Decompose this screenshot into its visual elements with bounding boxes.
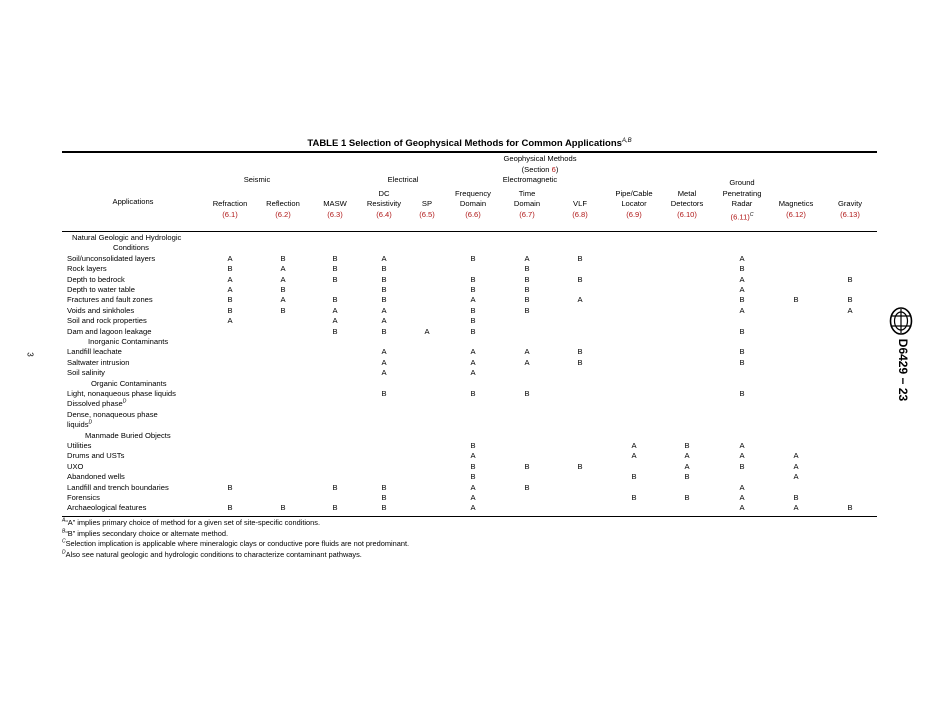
column-header [771,199,821,220]
rating-cell: B [847,295,853,305]
applications-header: Applications [112,197,154,206]
application-label [67,410,158,420]
rating-cell: B [470,472,476,482]
column-header-line: VLF [573,199,587,208]
rating-cell: A [524,253,530,263]
rating-cell: B [332,295,338,305]
rating-cell: B [739,295,745,305]
rating-cell: B [332,503,338,513]
rating-cell: B [470,274,476,284]
rating-cell: A [739,305,745,315]
column-header [607,189,661,221]
footnote [62,539,409,550]
table-row [0,441,950,451]
table-row [0,503,950,513]
rating-cell: A [381,316,387,326]
rating-cell: A [280,295,286,305]
section-reference: (6.12) [786,209,806,219]
document-designation: D6429 − 23 [896,338,910,402]
table-top-rule [62,151,877,153]
rating-cell: B [381,326,387,336]
group-header-electrical: Electrical [387,175,419,184]
column-header-line: Refraction [212,199,248,208]
application-text: Soil/unconsolidated layers [67,253,156,263]
table-row [0,264,950,274]
rating-cell: B [577,461,583,471]
rating-cell: A [470,493,476,502]
section-reference: (6.13) [840,209,860,219]
rating-cell: B [470,316,476,326]
group-header-methods: Geophysical Methods (Section 6) [503,154,577,174]
rating-cell: B [227,295,233,305]
rating-cell: B [381,389,387,398]
column-header [415,199,439,220]
section-reference: (6.3) [327,209,343,219]
application-text: Depth to water table [67,285,135,294]
application-label [67,399,126,409]
application-label [67,285,135,295]
rating-cell: B [524,295,530,305]
column-header [663,189,711,221]
rating-cell: A [470,347,476,357]
application-text: Voids and sinkholes [67,305,135,315]
rating-cell: B [793,493,799,502]
application-text: Archaeological features [67,503,147,513]
rating-cell: A [470,451,476,461]
rating-cell: A [739,482,745,492]
column-header [504,189,550,221]
rating-cell: B [381,274,387,284]
rating-cell: A [631,451,637,461]
rating-cell: A [227,316,233,326]
rating-cell: B [739,357,745,367]
category-label: Natural Geologic and Hydrologic [72,233,182,242]
table-row [0,285,950,295]
category-row [0,431,950,441]
category-row [0,233,950,243]
rating-cell: A [793,461,799,471]
rating-cell: A [739,493,745,502]
application-text: Fractures and fault zones [67,295,153,305]
application-label [67,327,151,337]
rating-cell: B [381,482,387,492]
column-header [204,199,256,220]
rating-cell: B [524,482,530,492]
rating-cell: B [739,326,745,336]
application-text: Depth to bedrock [67,274,125,284]
rating-cell: B [227,305,233,315]
rating-cell: B [470,285,476,294]
application-text: Landfill and trench boundaries [67,482,169,492]
rating-cell: A [739,441,745,450]
table-row [0,493,950,503]
rating-cell: B [280,305,286,315]
table-title: TABLE 1 Selection of Geophysical Methods for Common Applications$^{A,B}$ [307,138,632,150]
application-text: Utilities [67,441,92,450]
section-reference: (6.1) [222,209,238,219]
footnote-marker: C [749,211,754,218]
footnote-marker: B [62,528,66,535]
rating-cell: A [332,316,338,326]
column-header-line: Ground [729,178,755,187]
application-text: Dense, nonaqueous phase [67,409,158,419]
section-reference: (6.2) [275,209,291,219]
column-header [559,199,601,220]
rating-cell: A [470,295,476,305]
category-row [0,379,950,389]
rating-cell: B [739,461,745,471]
footnote-text: “B” implies secondary choice or alternate method. [65,528,229,538]
footnote-text: Selection implication is applicable where mineralogic clays or conductive pore fluids are not predominant. [65,539,410,548]
column-header-line: Metal [677,188,697,198]
column-header-line: Magnetics [778,199,814,208]
application-label [67,358,129,368]
rating-cell: B [280,253,286,263]
rating-cell: B [332,482,338,492]
application-text: Drums and USTs [67,451,125,461]
rating-cell: A [793,503,799,513]
rating-cell: B [793,295,799,305]
rating-cell: B [739,264,745,274]
rating-cell: A [332,305,338,315]
application-text: Soil salinity [67,368,105,378]
rating-cell: A [381,305,387,315]
application-label [67,503,146,513]
rating-cell: B [332,274,338,284]
rating-cell: A [381,368,387,378]
rating-cell: A [280,264,286,274]
column-header [448,189,498,221]
application-label [67,264,107,274]
application-label [67,316,147,326]
rating-cell: B [332,264,338,274]
footnote [62,518,320,529]
column-header-line: SP [421,199,433,208]
rating-cell: A [227,274,233,284]
rating-cell: A [739,274,745,284]
rating-cell: A [739,503,745,513]
column-header-line: Locator [621,199,647,208]
group-header-seismic: Seismic [243,175,271,184]
table-row [0,254,950,264]
application-label [67,462,83,472]
rating-cell: B [280,285,286,294]
table-row [0,295,950,305]
column-header-line: Radar [731,199,753,208]
rating-cell: B [332,326,338,336]
rating-cell: A [684,461,690,471]
section-reference: (6.9) [626,209,642,219]
footnote [62,529,228,540]
application-label [67,275,125,285]
application-text: Saltwater intrusion [67,357,130,367]
rating-cell: B [631,472,637,482]
table-row [0,462,950,472]
column-header-line: Domain [459,199,487,208]
category-label: Manmade Buried Objects [85,430,171,440]
category-row [0,243,950,253]
rating-cell: A [577,295,583,305]
application-text: Light, nonaqueous phase liquids [67,389,176,398]
rating-cell: A [470,482,476,492]
rating-cell: B [739,389,745,398]
application-label [67,254,155,264]
footnote-marker: A [62,517,66,524]
table-row [0,306,950,316]
application-label [67,441,91,451]
rating-cell: B [470,441,476,450]
table-bottom-rule [62,516,877,517]
rating-cell: B [227,482,233,492]
rating-cell: B [847,503,853,513]
rating-cell: A [847,305,853,315]
rating-cell: A [424,326,430,336]
footnote-text: Also see natural geologic and hydrologic conditions to characterize contaminant pathways. [65,549,362,559]
table-row [0,399,950,409]
rating-cell: A [470,503,476,513]
application-label [67,295,153,305]
column-header-line: Detectors [670,199,704,208]
column-header-line: Resistivity [366,199,402,208]
rating-cell: B [524,461,530,471]
rating-cell: A [684,451,690,461]
rating-cell: A [227,253,233,263]
column-header [830,199,870,220]
application-text: UXO [67,461,84,471]
rating-cell: A [524,347,530,357]
rating-cell: A [739,285,745,294]
application-label [67,420,92,430]
rating-cell: B [381,493,387,502]
rating-cell: B [381,285,387,294]
application-label [67,472,125,482]
rating-cell: B [470,389,476,398]
table-row [0,389,950,399]
rating-cell: A [631,441,637,450]
application-text: Dissolved phase [67,399,123,409]
application-text: Dam and lagoon leakage [67,326,152,336]
rating-cell: A [470,357,476,367]
footnote-marker: C [62,538,66,545]
column-header [716,178,768,223]
rating-cell: B [684,441,690,450]
column-header-line: DC [378,188,390,198]
rating-cell: B [280,503,286,513]
rating-cell: B [524,285,530,294]
table-row [0,316,950,326]
rating-cell: B [684,493,690,502]
section-reference: (6.7) [519,209,535,219]
table-row [0,358,950,368]
rating-cell: B [332,253,338,263]
rating-cell: A [381,357,387,367]
rating-cell: B [381,503,387,513]
rating-cell: A [793,451,799,461]
application-label [67,483,169,493]
category-label: Conditions [113,243,149,253]
column-header-line: MASW [323,199,347,208]
application-text: Forensics [67,493,100,502]
column-header-line: Time [518,188,536,198]
column-header-line: Pipe/Cable [615,188,653,198]
header-bottom-rule [62,231,877,232]
application-text: Rock layers [67,264,107,274]
column-header-line: Penetrating [722,188,762,198]
rating-cell: B [381,264,387,274]
rating-cell: B [684,472,690,482]
rating-cell: B [227,503,233,513]
category-row [0,337,950,347]
rating-cell: B [631,493,637,502]
rating-cell: B [847,274,853,284]
section-reference: (6.6) [465,209,481,219]
rating-cell: B [577,274,583,284]
application-label [67,493,100,503]
rating-cell: B [577,347,583,357]
rating-cell: A [280,274,286,284]
rating-cell: B [470,305,476,315]
footnote [62,550,362,561]
section-reference: (6.10) [677,209,697,219]
table-row [0,327,950,337]
rating-cell: B [524,274,530,284]
rating-cell: B [227,264,233,274]
footnote-marker: D [88,419,93,426]
rating-cell: A [470,368,476,378]
rating-cell: B [524,305,530,315]
rating-cell: A [739,253,745,263]
rating-cell: A [739,451,745,461]
table-row [0,275,950,285]
table-row [0,347,950,357]
column-header-line: Gravity [837,199,863,208]
application-label [67,306,134,316]
rating-cell: B [470,326,476,336]
rating-cell: B [577,357,583,367]
section-reference: (6.8) [572,209,588,219]
column-header-line: Frequency [455,188,491,198]
column-header-line: Reflection [266,199,300,208]
column-header-line: Domain [513,199,541,208]
section-reference: (6.5) [419,209,435,219]
page-number: 3 [25,352,35,357]
footnote-marker: D [62,549,66,556]
table-row [0,410,950,420]
section-reference: (6.4) [376,209,392,219]
category-label: Organic Contaminants [91,378,167,388]
column-header [313,199,357,220]
rating-cell: A [227,285,233,294]
rating-cell: B [577,253,583,263]
rating-cell: B [739,347,745,357]
application-text: Abandoned wells [67,472,125,482]
footnote-marker: D [122,398,127,405]
rating-cell: B [524,264,530,274]
application-label [67,368,105,378]
rating-cell: A [524,357,530,367]
application-text: Landfill leachate [67,347,122,357]
group-header-electromagnetic: Electromagnetic [502,175,558,184]
table-row [0,472,950,482]
table-row [0,420,950,430]
rating-cell: A [381,253,387,263]
application-label [67,451,124,461]
application-label [67,347,122,357]
column-header [257,199,309,220]
rating-cell: B [524,389,530,398]
table-row [0,368,950,378]
rating-cell: A [381,347,387,357]
application-label [67,389,176,399]
column-header [361,189,407,221]
rating-cell: B [470,253,476,263]
footnote-text: “A” implies primary choice of method for a given set of site-specific conditions. [65,518,321,527]
table-row [0,451,950,461]
section-reference: (6.11) [730,212,750,222]
rating-cell: A [793,472,799,482]
rating-cell: B [470,461,476,471]
application-text: liquids [67,420,89,430]
category-label: Inorganic Contaminants [88,337,169,346]
table-row [0,483,950,493]
application-text: Soil and rock properties [67,316,147,326]
rating-cell: B [381,295,387,305]
